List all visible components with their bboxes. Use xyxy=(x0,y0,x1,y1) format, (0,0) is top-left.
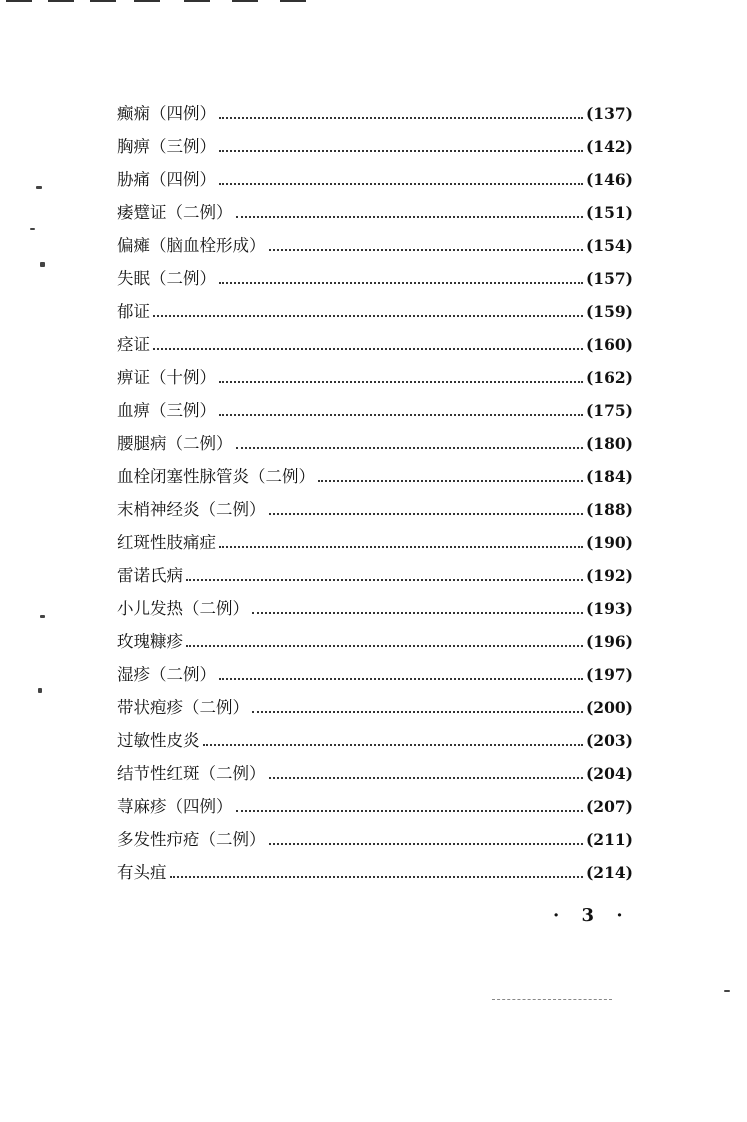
toc-entry xyxy=(117,262,633,295)
dot-leader xyxy=(219,150,583,152)
toc-entry-page: (193) xyxy=(585,599,633,618)
toc-entry-title: 结节性红斑（二例） xyxy=(117,764,266,783)
table-of-contents xyxy=(117,97,633,889)
dot-leader xyxy=(318,480,583,482)
toc-entry xyxy=(117,460,633,493)
toc-entry xyxy=(117,559,633,592)
page-number: · 3 · xyxy=(553,905,631,926)
dot-leader xyxy=(219,282,583,284)
toc-entry-title: 小儿发热（二例） xyxy=(117,599,249,618)
dot-leader xyxy=(219,183,583,185)
dot-leader xyxy=(219,414,583,416)
toc-entry-title: 癫痫（四例） xyxy=(117,104,216,123)
toc-entry-page: (214) xyxy=(585,863,633,882)
toc-entry-title: 多发性疖疮（二例） xyxy=(117,830,266,849)
dot-leader xyxy=(236,810,583,812)
dot-leader xyxy=(219,678,583,680)
dot-leader xyxy=(252,711,583,713)
dot-leader xyxy=(269,249,583,251)
top-edge-marks xyxy=(0,0,320,8)
toc-entry-page: (203) xyxy=(585,731,633,750)
toc-entry xyxy=(117,790,633,823)
toc-entry-title: 痿躄证（二例） xyxy=(117,203,233,222)
dot-leader xyxy=(153,348,583,350)
toc-entry-page: (180) xyxy=(585,434,633,453)
toc-entry xyxy=(117,394,633,427)
toc-entry-page: (159) xyxy=(585,302,633,321)
toc-entry-page: (207) xyxy=(585,797,633,816)
toc-entry-page: (142) xyxy=(585,137,633,156)
toc-entry-title: 胁痛（四例） xyxy=(117,170,216,189)
toc-entry-title: 腰腿病（二例） xyxy=(117,434,233,453)
toc-entry xyxy=(117,658,633,691)
toc-entry-title: 雷诺氏病 xyxy=(117,566,183,585)
dot-leader xyxy=(153,315,583,317)
toc-entry xyxy=(117,691,633,724)
toc-entry-page: (200) xyxy=(585,698,633,717)
toc-entry-title: 带状疱疹（二例） xyxy=(117,698,249,717)
toc-entry xyxy=(117,196,633,229)
toc-entry xyxy=(117,724,633,757)
toc-entry-title: 郁证 xyxy=(117,302,150,321)
toc-entry-title: 胸痹（三例） xyxy=(117,137,216,156)
toc-entry xyxy=(117,361,633,394)
toc-entry-page: (162) xyxy=(585,368,633,387)
toc-entry xyxy=(117,229,633,262)
toc-entry xyxy=(117,295,633,328)
scan-speck xyxy=(36,186,42,189)
toc-entry-title: 血痹（三例） xyxy=(117,401,216,420)
toc-entry-title: 过敏性皮炎 xyxy=(117,731,200,750)
dot-leader xyxy=(186,579,583,581)
toc-entry xyxy=(117,592,633,625)
toc-entry-title: 末梢神经炎（二例） xyxy=(117,500,266,519)
toc-entry xyxy=(117,526,633,559)
toc-entry xyxy=(117,493,633,526)
toc-entry-title: 湿疹（二例） xyxy=(117,665,216,684)
scan-speck xyxy=(40,615,45,618)
toc-entry xyxy=(117,427,633,460)
dot-leader xyxy=(269,513,583,515)
dot-leader xyxy=(219,381,583,383)
toc-entry-page: (190) xyxy=(585,533,633,552)
toc-entry xyxy=(117,130,633,163)
toc-entry xyxy=(117,823,633,856)
toc-entry-page: (204) xyxy=(585,764,633,783)
dot-leader xyxy=(236,216,583,218)
toc-entry-page: (196) xyxy=(585,632,633,651)
toc-entry-page: (154) xyxy=(585,236,633,255)
toc-entry-title: 血栓闭塞性脉管炎（二例） xyxy=(117,467,315,486)
dot-leader xyxy=(219,117,583,119)
dot-leader xyxy=(269,843,583,845)
toc-entry-page: (188) xyxy=(585,500,633,519)
dot-leader xyxy=(170,876,583,878)
scan-speck xyxy=(38,688,42,693)
dot-leader xyxy=(203,744,583,746)
toc-entry-title: 红斑性肢痛症 xyxy=(117,533,216,552)
toc-entry-page: (211) xyxy=(585,830,633,849)
dot-leader xyxy=(236,447,583,449)
scan-smudge xyxy=(492,996,612,1000)
toc-entry-page: (137) xyxy=(585,104,633,123)
scan-speck xyxy=(40,262,45,267)
toc-entry xyxy=(117,163,633,196)
dot-leader xyxy=(186,645,583,647)
toc-entry xyxy=(117,856,633,889)
toc-entry-title: 痉证 xyxy=(117,335,150,354)
toc-entry-page: (197) xyxy=(585,665,633,684)
toc-entry-page: (157) xyxy=(585,269,633,288)
toc-entry-page: (184) xyxy=(585,467,633,486)
toc-entry-title: 玫瑰糠疹 xyxy=(117,632,183,651)
dot-leader xyxy=(269,777,583,779)
toc-entry-title: 痹证（十例） xyxy=(117,368,216,387)
toc-entry xyxy=(117,328,633,361)
toc-entry xyxy=(117,97,633,130)
toc-entry-title: 失眠（二例） xyxy=(117,269,216,288)
toc-entry-title: 荨麻疹（四例） xyxy=(117,797,233,816)
toc-entry-page: (160) xyxy=(585,335,633,354)
toc-entry-page: (151) xyxy=(585,203,633,222)
toc-entry-title: 偏瘫（脑血栓形成） xyxy=(117,236,266,255)
dot-leader xyxy=(252,612,583,614)
toc-entry xyxy=(117,757,633,790)
dot-leader xyxy=(219,546,583,548)
toc-entry xyxy=(117,625,633,658)
toc-entry-page: (192) xyxy=(585,566,633,585)
toc-entry-title: 有头疽 xyxy=(117,863,167,882)
scan-speck xyxy=(724,990,730,992)
toc-entry-page: (175) xyxy=(585,401,633,420)
scan-speck xyxy=(30,228,35,230)
toc-entry-page: (146) xyxy=(585,170,633,189)
